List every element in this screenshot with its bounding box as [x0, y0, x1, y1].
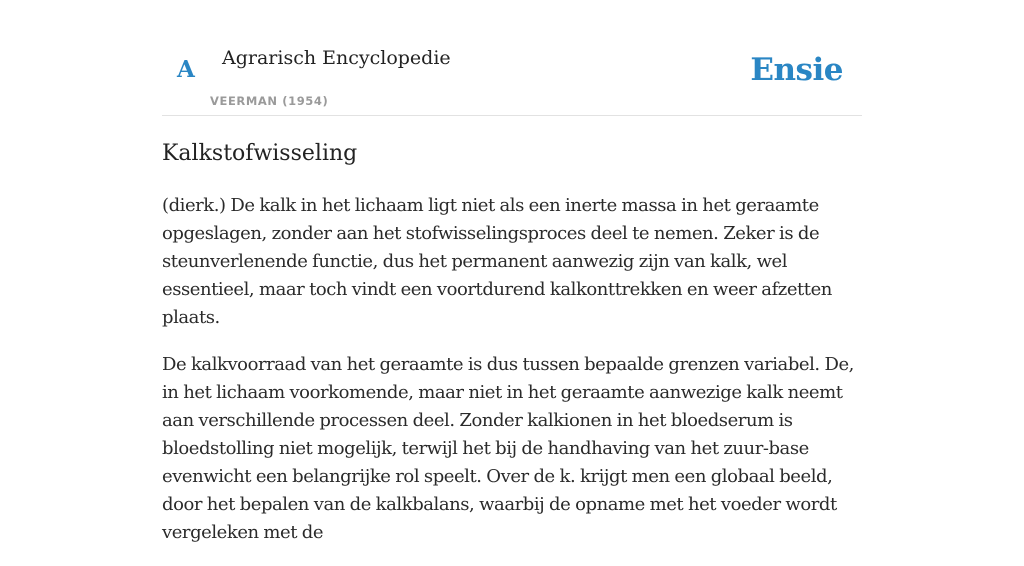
page: [162, 0, 862, 543]
book-letter-link[interactable]: A: [177, 56, 195, 83]
book-title-link[interactable]: Agrarisch Encyclopedie: [222, 47, 451, 69]
ensie-logo[interactable]: Ensie: [750, 52, 843, 88]
article-body: [162, 192, 862, 566]
article-title: Kalkstofwisseling: [162, 141, 358, 166]
article-paragraph: De kalkvoorraad van het geraamte is dus tussen bepaalde grenzen variabel. De, in het lichaam voorkomende, maar niet in het geraamte aanwezige kalk neemt aan verschillende processen deel. Zonder kalkionen in het bloedserum is bloedstolling niet mogelijk, terwijl het bij de handhaving van het zuur-base evenwicht een belangrijke rol speelt. Over de k. krijgt men een globaal beeld, door het bepalen van de kalkbalans, waarbij de opname met het voeder wordt vergeleken met de: [162, 354, 854, 543]
book-author: VEERMAN (1954): [210, 94, 329, 108]
header: [162, 0, 862, 116]
article-paragraph: (dierk.) De kalk in het lichaam ligt niet als een inerte massa in het geraamte opgeslagen, zonder aan het stofwisselingsproces deel te nemen. Zeker is de steunverlenende functie, dus het permanent aanwezig zijn van kalk, wel essentieel, maar toch vindt een voortdurend kalkonttrekken en weer afzetten plaats.: [162, 195, 832, 328]
